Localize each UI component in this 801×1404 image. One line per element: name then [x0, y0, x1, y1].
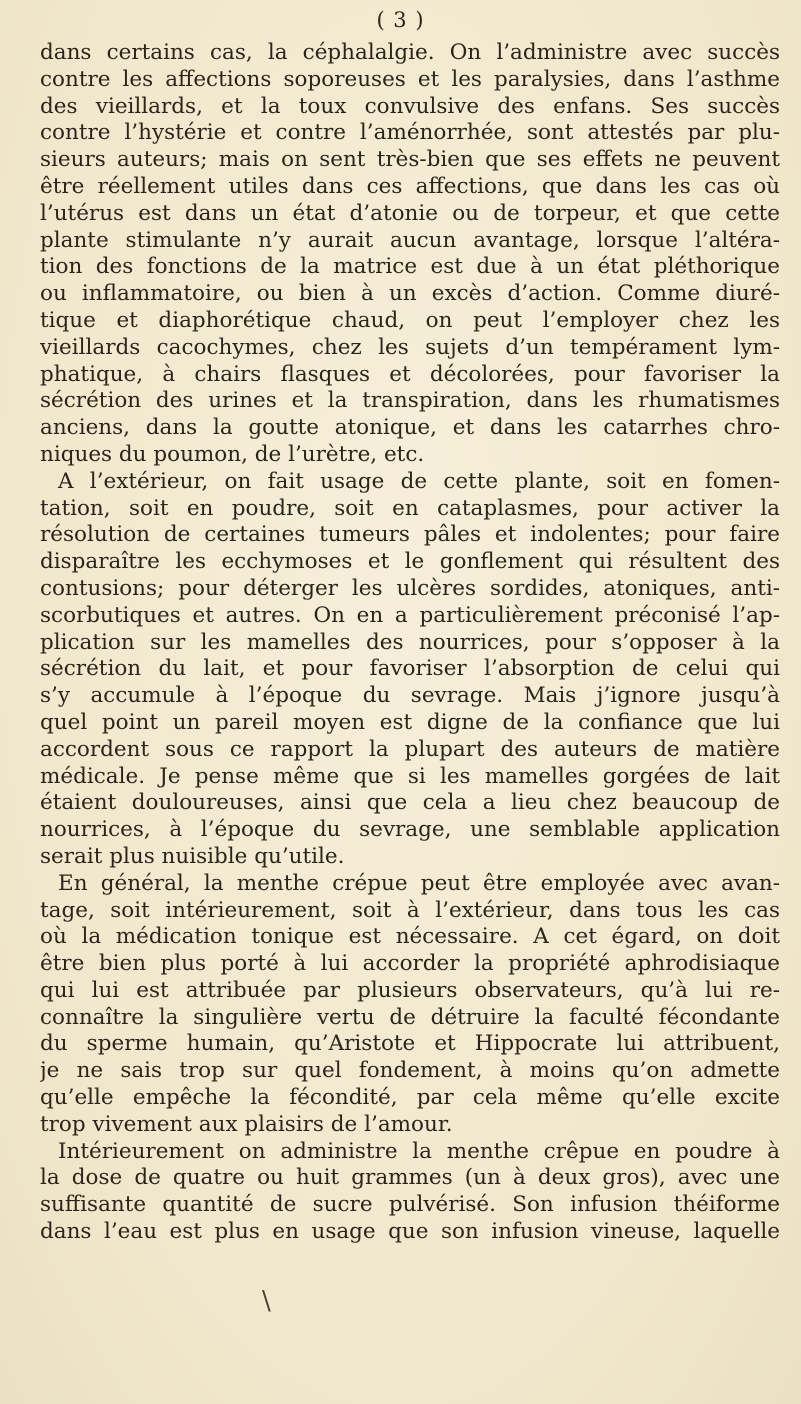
text-line: médicale. Je pense même que si les mamelles gorgées de lait: [40, 763, 780, 789]
text-line: A l’extérieur, on fait usage de cette plante, soit en fomen-: [58, 468, 780, 494]
page-number: ( 3 ): [376, 8, 425, 32]
text-line: serait plus nuisible qu’utile.: [40, 843, 345, 869]
stray-ink-mark: \: [262, 1286, 271, 1316]
text-line: disparaître les ecchymoses et le gonflement qui résultent des: [40, 549, 780, 575]
text-line: être réellement utiles dans ces affections, que dans les cas où: [40, 173, 780, 199]
text-line: sécrétion du lait, et pour favoriser l’absorption de celui qui: [40, 656, 780, 682]
text-line: quel point un pareil moyen est digne de la confiance que lui: [40, 709, 780, 735]
text-line: dans l’eau est plus en usage que son infusion vineuse, laquelle: [40, 1219, 780, 1245]
text-line: où la médication tonique est nécessaire. A cet égard, on doit: [40, 924, 780, 950]
text-line: trop vivement aux plaisirs de l’amour.: [40, 1111, 453, 1137]
text-line: ou inflammatoire, ou bien à un excès d’action. Comme diuré-: [40, 281, 780, 307]
text-line: sécrétion des urines et la transpiration, dans les rhumatismes: [40, 388, 780, 414]
text-line: je ne sais trop sur quel fondement, à moins qu’on admette: [40, 1058, 780, 1084]
text-line: étaient douloureuses, ainsi que cela a lieu chez beaucoup de: [40, 790, 780, 816]
text-line: scorbutiques et autres. On en a particulièrement préconisé l’ap-: [40, 602, 780, 628]
text-line: qui lui est attribuée par plusieurs observateurs, qu’à lui re-: [40, 977, 780, 1003]
text-line: dans certains cas, la céphalalgie. On l’administre avec succès: [40, 40, 780, 65]
text-line: nourrices, à l’époque du sevrage, une semblable application: [40, 817, 780, 843]
text-line: vieillards cacochymes, chez les sujets d’un tempérament lym-: [40, 334, 780, 360]
text-line: tique et diaphorétique chaud, on peut l’employer chez les: [40, 307, 780, 333]
text-line: qu’elle empêche la fécondité, par cela même qu’elle excite: [40, 1085, 780, 1111]
text-line: connaître la singulière vertu de détruire la faculté fécondante: [40, 1004, 780, 1030]
text-line: s’y accumule à l’époque du sevrage. Mais j’ignore jusqu’à: [40, 683, 780, 709]
text-line: contusions; pour déterger les ulcères sordides, atoniques, anti-: [40, 575, 780, 601]
text-line: niques du poumon, de l’urètre, etc.: [40, 441, 425, 467]
text-line: résolution de certaines tumeurs pâles et indolentes; pour faire: [40, 522, 780, 548]
text-line: accordent sous ce rapport la plupart des auteurs de matière: [40, 736, 780, 762]
text-line: la dose de quatre ou huit grammes (un à deux gros), avec une: [40, 1165, 780, 1191]
text-line: En général, la menthe crépue peut être employée avec avan-: [58, 870, 780, 896]
text-line: plication sur les mamelles des nourrices, pour s’opposer à la: [40, 629, 780, 655]
text-line: tation, soit en poudre, soit en cataplasmes, pour activer la: [40, 495, 780, 521]
text-line: anciens, dans la goutte atonique, et dans les catarrhes chro-: [40, 415, 780, 441]
text-line: suffisante quantité de sucre pulvérisé. Son infusion théiforme: [40, 1192, 780, 1218]
text-line: tage, soit intérieurement, soit à l’extérieur, dans tous les cas: [40, 897, 780, 923]
text-line: plante stimulante n’y aurait aucun avantage, lorsque l’altéra-: [40, 227, 780, 253]
text-line: du sperme humain, qu’Aristote et Hippocrate lui attribuent,: [40, 1031, 780, 1057]
text-line: sieurs auteurs; mais on sent très-bien que ses effets ne peuvent: [40, 147, 780, 173]
text-line: Intérieurement on administre la menthe crêpue en poudre à: [58, 1138, 780, 1164]
text-line: contre l’hystérie et contre l’aménorrhée, sont attestés par plu-: [40, 120, 780, 146]
text-line: des vieillards, et la toux convulsive des enfans. Ses succès: [40, 93, 780, 119]
text-line: être bien plus porté à lui accorder la propriété aphrodisiaque: [40, 951, 780, 977]
text-line: contre les affections soporeuses et les paralysies, dans l’asthme: [40, 66, 780, 92]
text-line: l’utérus est dans un état d’atonie ou de torpeur, et que cette: [40, 200, 780, 226]
text-line: phatique, à chairs flasques et décolorées, pour favoriser la: [40, 361, 780, 387]
body-text: [40, 40, 780, 1246]
text-line: tion des fonctions de la matrice est due à un état pléthorique: [40, 254, 780, 280]
